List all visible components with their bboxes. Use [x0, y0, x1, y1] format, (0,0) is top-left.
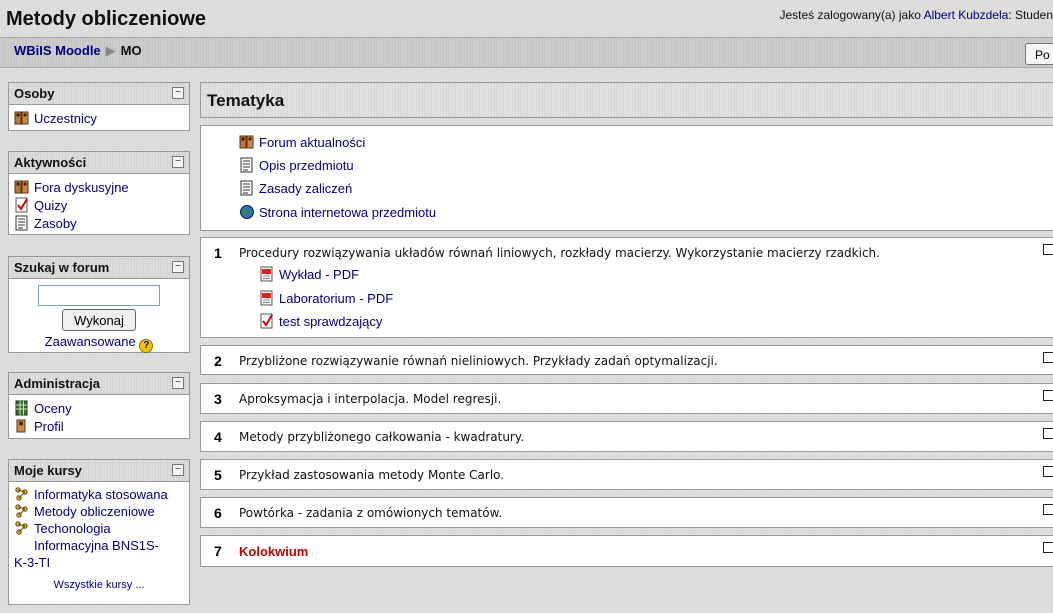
section-1	[200, 237, 1053, 338]
course-icon	[14, 503, 30, 519]
block-administracja	[8, 372, 190, 439]
block-item-label[interactable]: Oceny	[34, 400, 72, 416]
section-highlight-checkbox[interactable]	[1043, 504, 1053, 515]
section-3	[200, 383, 1053, 414]
section-summary: Procedury rozwiązywania układów równań liniowych, rozkłady macierzy. Wykorzystanie macierzy rzadkich.	[239, 246, 880, 260]
section-highlight-checkbox[interactable]	[1043, 542, 1053, 553]
breadcrumb-home-link[interactable]: WBiIS Moodle	[14, 43, 101, 58]
breadcrumb	[14, 43, 142, 59]
activity-item[interactable]	[259, 290, 393, 306]
course-icon	[14, 520, 30, 536]
collapse-icon[interactable]: −	[172, 377, 184, 389]
course-link[interactable]: Informacyjna BNS1S-	[34, 538, 159, 553]
block-item-label[interactable]: Fora dyskusyjne	[34, 179, 129, 195]
section-highlight-checkbox[interactable]	[1043, 352, 1053, 363]
block-item-oceny[interactable]	[14, 399, 184, 417]
block-item-label[interactable]: Profil	[34, 418, 64, 434]
section-number: 3	[214, 391, 222, 407]
course-item[interactable]	[14, 486, 184, 503]
block-title: Szukaj w forum	[14, 260, 110, 275]
main-header	[200, 82, 1053, 118]
activity-item[interactable]	[239, 134, 365, 150]
block-header	[9, 152, 189, 174]
section-6	[200, 497, 1053, 528]
activity-link[interactable]: Opis przedmiotu	[259, 157, 354, 173]
pdf-icon	[259, 290, 275, 306]
breadcrumb-separator-icon: ▶	[105, 43, 116, 58]
block-moje-kursy	[8, 459, 190, 605]
collapse-icon[interactable]: −	[172, 464, 184, 476]
activity-item[interactable]	[259, 313, 382, 329]
activity-item[interactable]	[259, 266, 359, 282]
block-title: Administracja	[14, 376, 100, 391]
activity-link[interactable]: test sprawdzający	[279, 313, 383, 329]
block-item-quizy[interactable]	[14, 196, 184, 214]
grades-icon	[14, 400, 30, 416]
block-item-label[interactable]: Zasoby	[34, 215, 77, 231]
quiz-icon	[259, 313, 275, 329]
course-link[interactable]: Techonologia	[34, 521, 111, 536]
section-summary: Aproksymacja i interpolacja. Model regresji.	[239, 392, 502, 406]
page-title: Tematyka	[207, 91, 285, 110]
page-icon	[239, 157, 255, 173]
section-highlight-checkbox[interactable]	[1043, 244, 1053, 255]
block-osoby	[8, 82, 190, 131]
people-icon	[14, 110, 30, 126]
globe-icon	[239, 204, 255, 220]
collapse-icon[interactable]: −	[172, 261, 184, 273]
block-title: Moje kursy	[14, 463, 82, 478]
section-summary: Przykład zastosowania metody Monte Carlo.	[239, 468, 505, 482]
block-aktywnosci	[8, 151, 190, 235]
section-summary: Powtórka - zadania z omówionych tematów.	[239, 506, 503, 520]
activity-link[interactable]: Zasady zaliczeń	[259, 180, 353, 196]
activity-item[interactable]	[239, 180, 352, 196]
login-prefix: Jesteś zalogowany(a) jako	[779, 8, 921, 22]
all-courses-link[interactable]: Wszystkie kursy ...	[53, 579, 145, 591]
advanced-search	[9, 334, 189, 353]
section-4	[200, 421, 1053, 452]
activity-item[interactable]	[239, 157, 354, 173]
site-title: Metody obliczeniowe	[6, 8, 207, 30]
block-item-uczestnicy[interactable]	[14, 109, 184, 127]
section-highlight-checkbox[interactable]	[1043, 428, 1053, 439]
pdf-icon	[259, 266, 275, 282]
quiz-icon	[14, 197, 30, 213]
block-title: Aktywności	[14, 155, 87, 170]
block-item-profil[interactable]	[14, 417, 184, 435]
login-info	[779, 8, 1053, 22]
help-icon[interactable]: ?	[139, 339, 153, 353]
block-title: Osoby	[14, 86, 55, 101]
section-number: 7	[214, 543, 222, 559]
section-5	[200, 459, 1053, 490]
login-suffix: : Studen	[1008, 8, 1053, 22]
section-highlight-checkbox[interactable]	[1043, 466, 1053, 477]
activity-link[interactable]: Laboratorium - PDF	[279, 290, 394, 306]
course-item[interactable]	[14, 503, 184, 520]
course-link[interactable]: Metody obliczeniowe	[34, 504, 155, 519]
block-item-label[interactable]: Uczestnicy	[34, 110, 97, 126]
block-content	[9, 482, 189, 595]
block-header	[9, 83, 189, 105]
section-number: 5	[214, 467, 222, 483]
profile-icon	[14, 418, 30, 434]
block-szukaj	[8, 256, 190, 353]
section-number: 6	[214, 505, 222, 521]
course-link[interactable]: Informatyka stosowana	[34, 487, 168, 502]
course-item[interactable]	[14, 520, 184, 537]
activity-link[interactable]: Wykład - PDF	[279, 266, 360, 282]
resource-icon	[14, 215, 30, 231]
forum-search-input[interactable]	[38, 285, 160, 306]
course-item-cont[interactable]	[14, 537, 184, 554]
block-header	[9, 460, 189, 482]
section-2	[200, 345, 1053, 375]
forum-icon	[239, 134, 255, 150]
page-header	[0, 0, 1053, 37]
user-name-link[interactable]: Albert Kubzdela	[923, 8, 1009, 22]
section-number: 2	[214, 353, 222, 369]
activity-link[interactable]: Forum aktualności	[259, 134, 366, 150]
collapse-icon[interactable]: −	[172, 156, 184, 168]
search-submit-button[interactable]: Wykonaj	[62, 309, 136, 331]
block-content	[9, 174, 189, 236]
collapse-icon[interactable]: −	[172, 87, 184, 99]
block-item-label[interactable]: Quizy	[34, 197, 68, 213]
course-icon	[14, 486, 30, 502]
block-header	[9, 373, 189, 395]
block-item-fora[interactable]	[14, 178, 184, 196]
section-0	[200, 125, 1053, 231]
course-link[interactable]: K-3-TI	[14, 555, 51, 570]
section-7	[200, 535, 1053, 567]
navbar	[0, 37, 1053, 68]
section-summary: Metody przybliżonego całkowania - kwadratury.	[239, 430, 525, 444]
course-item-cont[interactable]	[14, 554, 184, 571]
section-number: 4	[214, 429, 222, 445]
block-content	[9, 105, 189, 131]
page-icon	[239, 180, 255, 196]
breadcrumb-current: MO	[120, 43, 142, 58]
forum-icon	[14, 179, 30, 195]
section-number: 1	[214, 245, 222, 261]
activity-item[interactable]	[239, 204, 436, 220]
all-courses	[14, 579, 184, 591]
block-header	[9, 257, 189, 279]
advanced-search-link[interactable]: Zaawansowane	[44, 334, 136, 349]
section-summary: Przybliżone rozwiązywanie równań nieliniowych. Przykłady zadań optymalizacji.	[239, 354, 718, 368]
section-summary: Kolokwium	[239, 544, 309, 559]
section-highlight-checkbox[interactable]	[1043, 390, 1053, 401]
navbar-button[interactable]: Po	[1025, 43, 1053, 65]
block-content	[9, 395, 189, 439]
block-item-zasoby[interactable]	[14, 214, 184, 232]
activity-link[interactable]: Strona internetowa przedmiotu	[259, 204, 437, 220]
